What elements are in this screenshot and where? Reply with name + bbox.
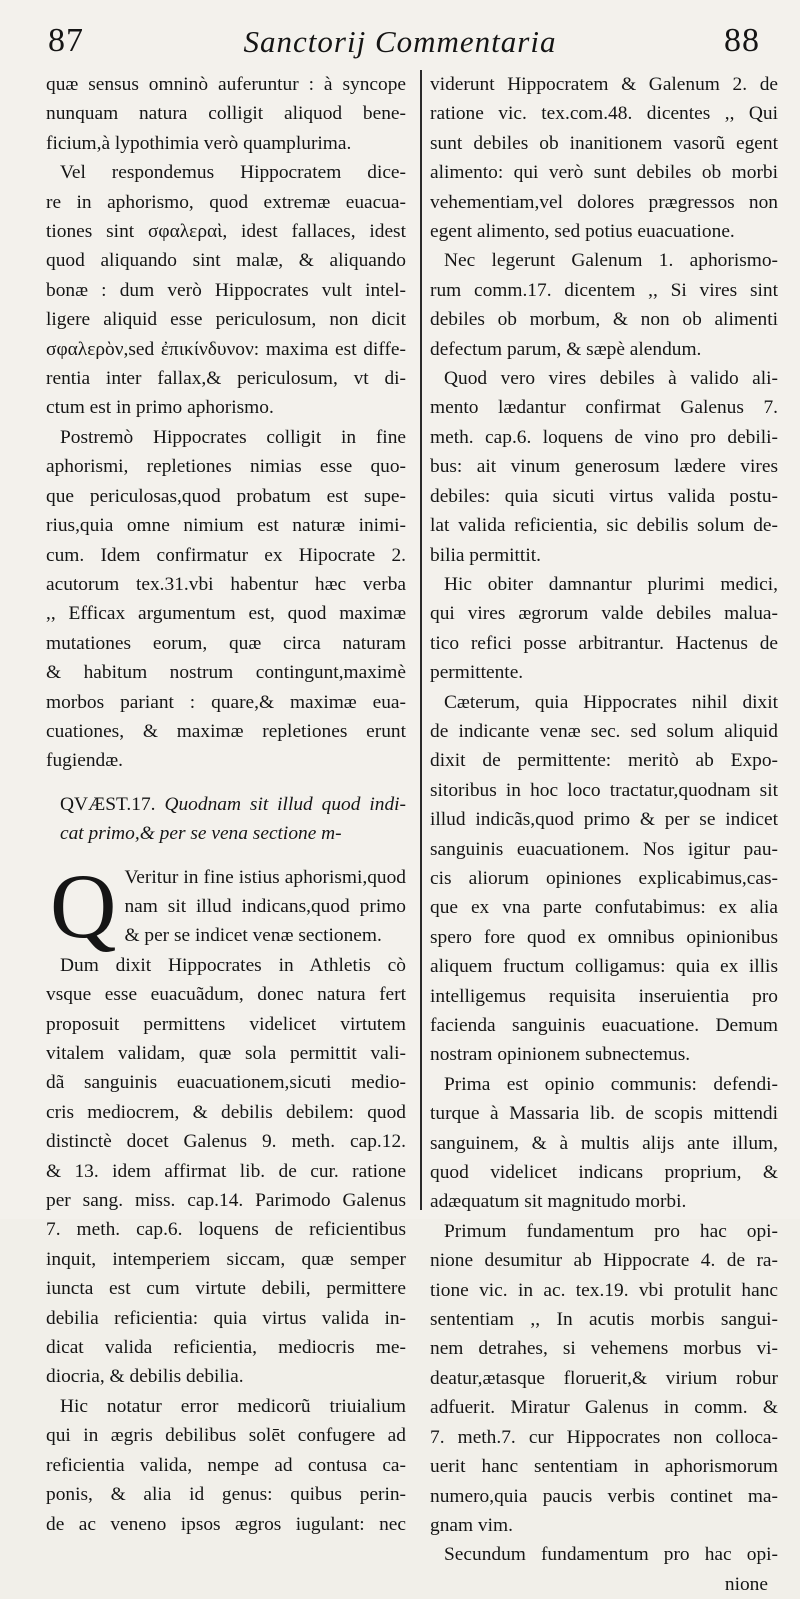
page-number-right: 88: [724, 22, 760, 59]
text-line: Cæterum, quia Hippocrates nihil dixit: [444, 691, 778, 713]
text-line: cris mediocrem, & debilis debilem: quod: [46, 1101, 406, 1123]
text-line: Secundum fundamentum pro hac opi-: [444, 1544, 778, 1566]
text-line: per sang. miss. cap.14. Parimodo Galenus: [46, 1190, 406, 1212]
text-line: Veritur in fine istius aphorismi,quod: [124, 866, 406, 888]
text-line: mento lædantur confirmat Galenus 7.: [430, 397, 778, 419]
quaestio-title-line: Quodnam sit illud quod indi-: [164, 793, 406, 815]
text-line: Nec legerunt Galenum 1. aphorismo-: [444, 250, 778, 272]
text-line: nunquam natura colligit aliquod bene-: [46, 103, 406, 125]
text-line: morbos pariant : quare,& maximæ eua-: [46, 691, 406, 713]
text-line: permittente.: [430, 662, 524, 684]
text-line: Hic obiter damnantur plurimi medici,: [444, 573, 778, 595]
text-line: & per se indicet venæ sectionem.: [124, 925, 382, 947]
text-line: Prima est opinio communis: defendi-: [444, 1073, 778, 1095]
text-line: Quod vero vires debiles à valido ali-: [444, 368, 778, 390]
text-line: quod aliquando sint malæ, & aliquando: [46, 250, 406, 272]
text-line: 7. meth. cap.6. loquens de reficientibus: [46, 1219, 406, 1241]
page-number-left: 87: [48, 22, 84, 59]
text-line: 7. meth.7. cur Hippocrates non colloca-: [430, 1426, 778, 1448]
right-column-text: [430, 70, 778, 1570]
catchword: nione: [724, 1573, 768, 1595]
text-line: reficientia valida, nempe ad contusa ca-: [46, 1454, 406, 1476]
text-line: sanguinem, & à multis alijs ante illum,: [430, 1132, 778, 1154]
text-line: intelligemus requisita inseruientia pro: [430, 985, 778, 1007]
text-line: debiles: quia sicuti virtus valida postu-: [430, 485, 778, 507]
left-column: [46, 70, 406, 1535]
text-line: vehementiam,vel dolores prægressos non: [430, 191, 778, 213]
text-line: ficium,à lypothimia verò quamplurima.: [46, 132, 352, 154]
text-line: uerit hanc sententiam in aphorismorum: [430, 1456, 778, 1478]
text-line: de ac veneno ipsos ægros iugulant: nec: [46, 1513, 406, 1535]
text-line: sententiam ,, In acutis morbis sangui-: [430, 1309, 778, 1331]
text-line: rum comm.17. dicentem ,, Si vires sint: [430, 279, 778, 301]
text-line: aphorismi, repletiones nimias esse quo-: [46, 456, 406, 478]
text-line: tico refici posse arbitrantur. Hactenus de: [430, 632, 778, 654]
text-line: lat valida reficientia, sic debilis solum de-: [430, 515, 778, 537]
text-line: bonæ : dum verò Hippocrates vult intel-: [46, 279, 406, 301]
page-header: [30, 22, 770, 68]
quaestio-heading: [46, 790, 406, 849]
text-line: quæ sensus omninò auferuntur : à syncope: [46, 74, 406, 95]
text-line: sanguinis euacuationem. Nos igitur pau-: [430, 838, 778, 860]
text-line: debilia reficientia: quia virtus valida in-: [46, 1307, 406, 1329]
text-line: facienda sanguinis euacuatione. Demum: [430, 1015, 778, 1036]
text-line: dicat valida reficientia, mediocris me-: [46, 1337, 406, 1359]
text-line: de indicante venæ sec. sed solum aliquid: [430, 720, 778, 742]
quaestio-title-line: cat primo,& per se vena sectione m-: [60, 823, 342, 845]
text-line: iuncta est cum virtute debili, permittere: [46, 1278, 406, 1300]
text-line: Postremò Hippocrates colligit in fine: [60, 426, 406, 448]
text-line: & 13. idem affirmat lib. de cur. ratione: [46, 1160, 406, 1182]
text-line: rius,quia omne nimium est naturæ inimi-: [46, 515, 406, 537]
text-line: Dum dixit Hippocrates in Athletis cò: [60, 954, 406, 976]
text-line: σφαλερὸν,sed ἐπικίνδυνον: maxima est diffe-: [46, 338, 406, 360]
text-line: & habitum nostrum contingunt,maximè: [46, 662, 406, 684]
text-line: proposuit permittens videlicet virtutem: [46, 1013, 406, 1035]
text-line: tiones sint σφαλεραὶ, idest fallaces, idest: [46, 221, 406, 243]
text-line: adfuerit. Miratur Galenus in comm. &: [430, 1397, 778, 1419]
text-line: distinctè docet Galenus 9. meth. cap.12.: [46, 1131, 406, 1153]
text-line: ponis, & alia id genus: quibus perin-: [46, 1484, 406, 1506]
running-title: Sanctorij Commentaria: [243, 24, 557, 59]
text-line: acutorum tex.31.vbi habentur hæc verba: [46, 573, 406, 595]
text-line: ctum est in primo aphorismo.: [46, 397, 274, 419]
text-line: turque à Massaria lib. de scopis mittendi: [430, 1103, 778, 1125]
text-line: Primum fundamentum pro hac opi-: [444, 1220, 778, 1242]
text-line: alimento: qui verò sunt debiles ob morbi: [430, 162, 778, 184]
text-line: bus: ait vinum generosum lædere vires: [430, 456, 778, 478]
text-line: adæquatum sit magnitudo morbi.: [430, 1191, 687, 1213]
text-line: egent alimento, sed potius euacuatione.: [430, 221, 735, 243]
text-line: nem detrahes, si vehemens morbus vi-: [430, 1338, 778, 1360]
text-line: qui in ægris debilibus solēt confugere ad: [46, 1425, 406, 1447]
text-line: nostram opinionem subnectemus.: [430, 1044, 691, 1066]
text-line: meth. cap.6. loquens de vino pro debili-: [430, 426, 778, 448]
text-line: dixit de permittente: meritò ab Expo-: [430, 750, 778, 772]
text-line: cuationes, & maximæ repletiones erunt: [46, 720, 406, 742]
text-line: vitalem validam, quæ sola permittit vali-: [46, 1043, 406, 1064]
text-line: quod videlicet indicans proprium, &: [430, 1162, 778, 1184]
text-line: viderunt Hippocratem & Galenum 2. de: [430, 74, 778, 95]
text-line: nam sit illud indicans,quod primo: [124, 895, 406, 917]
text-line: nione desumitur ab Hippocrate 4. de ra-: [430, 1250, 778, 1272]
text-line: gnam vim.: [430, 1514, 513, 1536]
text-line: sitoribus in hoc loco tractatur,quodnam sit: [430, 779, 778, 801]
text-line: ligere aliquid esse periculosum, non dicit: [46, 309, 406, 331]
text-line: cum. Idem confirmatur ex Hipocrate 2.: [46, 544, 406, 566]
text-line: vsque esse euacuãdum, donec natura fert: [46, 984, 406, 1006]
quaestio-label: QVÆST.17.: [60, 793, 156, 815]
text-line: defectum parum, & sæpè alendum.: [430, 338, 702, 360]
text-line: numero,quia paucis verbis continet ma-: [430, 1485, 778, 1507]
text-line: re in aphorismo, quod extremæ euacua-: [46, 191, 406, 213]
text-line: Hic notatur error medicorũ triuialium: [60, 1395, 406, 1417]
text-line: debiles ob morbum, & non ob alimenti: [430, 309, 778, 331]
quaestio-body: [46, 854, 406, 1539]
column-divider: [420, 70, 422, 1210]
text-line: mutationes eorum, quæ circa naturam: [46, 632, 406, 654]
text-line: tione vic. in ac. tex.19. vbi protulit hanc: [430, 1279, 778, 1301]
left-column-text: [46, 70, 406, 776]
text-line: fugiendæ.: [46, 750, 124, 772]
text-line: aliquem fructum colligamus: quia ex illis: [430, 956, 778, 978]
text-line: diocria, & debilis debilia.: [46, 1366, 244, 1388]
text-line: que ex vna parte confutabimus: ex alia: [430, 897, 778, 919]
text-line: sunt debiles ob inanitionem vasorũ egent: [430, 132, 778, 154]
drop-cap: Q: [50, 854, 117, 957]
text-line: spero fore quod ex omnibus opinionibus: [430, 926, 778, 948]
text-line: qui vires ægrorum valde debiles malua-: [430, 603, 778, 625]
text-line: ratione vic. tex.com.48. dicentes ,, Qui: [430, 103, 778, 125]
text-line: dã sanguinis euacuationem,sicuti medio-: [46, 1072, 406, 1094]
text-line: cis aliorum opiniones explicabimus,cas-: [430, 867, 778, 889]
text-line: que periculosas,quod probatum est supe-: [46, 485, 406, 507]
text-line: inquit, intemperiem siccam, quæ semper: [46, 1248, 406, 1270]
text-line: illud indicãs,quod primo & per se indicet: [430, 809, 778, 831]
text-line: bilia permittit.: [430, 544, 541, 566]
text-line: Vel respondemus Hippocratem dice-: [60, 162, 406, 184]
text-line: ,, Efficax argumentum est, quod maximæ: [46, 603, 406, 625]
text-line: rentia inter fallax,& periculosum, vt di-: [46, 368, 406, 390]
right-column: [430, 70, 778, 1595]
text-line: deatur,ætasque floruerit,& virium robur: [430, 1367, 778, 1389]
